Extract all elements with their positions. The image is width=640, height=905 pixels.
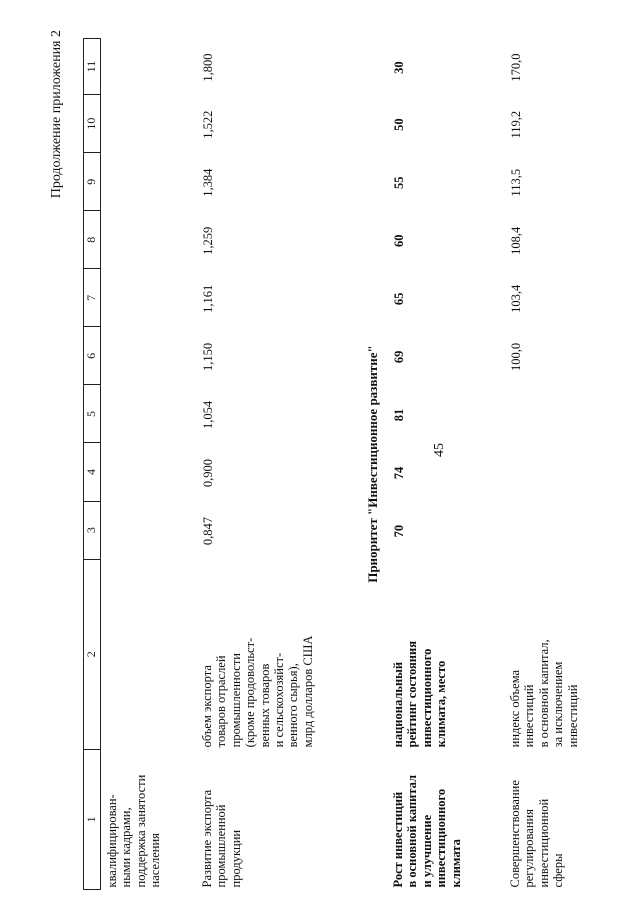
indicator-cell: объем экспорта товаров отраслей промышленности (кроме продовольст- венных товаров и сельскохозяйст- венного сырья), млрд долларов США	[200, 635, 315, 748]
column-header: 2	[84, 559, 101, 749]
value-cell: 119,2	[509, 110, 523, 139]
column-header: 1	[84, 749, 101, 889]
value-cell: 1,054	[201, 400, 215, 430]
value-cell: 55	[392, 176, 406, 189]
column-header: 5	[84, 385, 101, 443]
value-cell	[101, 385, 197, 443]
value-cell	[101, 269, 197, 327]
value-cell	[101, 327, 197, 385]
value-cell	[101, 443, 197, 501]
continuation-label: Продолжение приложения 2	[49, 30, 64, 199]
value-cell: 1,259	[201, 226, 215, 255]
value-cell: 113,5	[509, 168, 523, 197]
value-cell	[101, 39, 197, 95]
table-row	[387, 39, 504, 890]
value-cell	[504, 443, 621, 501]
value-cell	[504, 385, 621, 443]
value-cell: 65	[392, 292, 406, 306]
goal-cell: Рост инвестиций в основной капитал и улучшение инвестиционного климата	[391, 774, 463, 888]
value-cell: 81	[392, 408, 406, 422]
goal-cell: квалифицирован- ными кадрами, поддержка занятости населения	[105, 774, 163, 888]
value-cell	[504, 501, 621, 559]
table-row	[504, 39, 621, 890]
indicator-cell: индекс объема инвестиций в основной капитал, за исключением инвестиций	[508, 639, 580, 748]
value-cell	[101, 153, 197, 211]
table-row	[196, 39, 359, 890]
value-cell: 1,161	[201, 284, 215, 313]
value-cell: 103,4	[509, 284, 523, 313]
value-cell: 1,150	[201, 342, 215, 371]
priority-row	[359, 39, 387, 890]
value-cell: 74	[392, 466, 406, 480]
value-cell: 108,4	[509, 226, 523, 255]
value-cell: 0,900	[201, 458, 215, 488]
indicator-cell: национальный рейтинг состояния инвестиционного климата, место	[391, 641, 449, 748]
column-header: 7	[84, 269, 101, 327]
indicator-cell	[101, 559, 197, 749]
value-cell: 69	[392, 350, 406, 364]
value-cell: 70	[392, 524, 406, 538]
value-cell: 1,800	[201, 53, 215, 82]
column-header: 4	[84, 443, 101, 501]
column-header: 9	[84, 153, 101, 211]
value-cell: 1,522	[201, 110, 215, 139]
column-header: 8	[84, 211, 101, 269]
value-cell	[101, 95, 197, 153]
value-cell: 100,0	[509, 342, 523, 371]
data-table	[83, 38, 621, 890]
table-row	[101, 39, 197, 890]
value-cell: 1,384	[201, 168, 215, 197]
column-header: 6	[84, 327, 101, 385]
priority-title: Приоритет "Инвестиционное развитие"	[364, 345, 380, 583]
goal-cell: Развитие экспорта промышленной продукции	[200, 789, 243, 888]
value-cell: 60	[392, 234, 406, 248]
goal-cell: Совершенствование регулирования инвестиционной сферы	[508, 780, 566, 888]
value-cell: 170,0	[509, 53, 523, 82]
page-number: 45	[432, 443, 447, 457]
column-number-row	[84, 39, 101, 890]
value-cell	[101, 211, 197, 269]
column-header: 3	[84, 501, 101, 559]
value-cell: 50	[392, 118, 406, 131]
value-cell: 0,847	[201, 517, 215, 546]
value-cell	[101, 501, 197, 559]
value-cell: 30	[392, 61, 406, 74]
column-header: 11	[84, 39, 101, 95]
column-header: 10	[84, 95, 101, 153]
rotated-content	[35, 10, 635, 890]
